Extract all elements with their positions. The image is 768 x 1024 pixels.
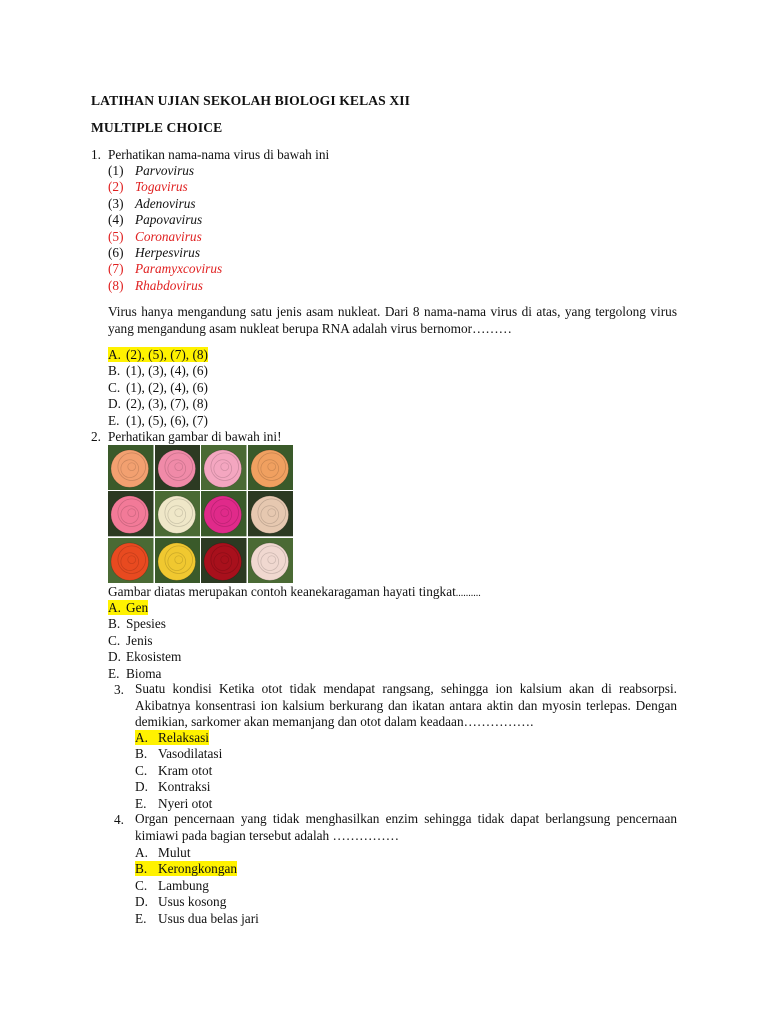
virus-name: Parvovirus — [135, 163, 195, 178]
option-letter: D. — [135, 894, 148, 910]
question-3-body: Suatu kondisi Ketika otot tidak mendapat rangsang, sehingga ion kalsium akan di reabsorpsi. Akibatnya konsentrasi ion kalsium berkurang dan ikatan antara aktin dan myosin terlepas. Dengan demikian, sarkomer akan memanjang dan otot dalam keadaan……………. — [135, 681, 677, 729]
option-letter: C. — [108, 379, 121, 395]
option-text: Kram otot — [158, 762, 213, 778]
q2-option-1 — [108, 600, 148, 616]
q4-option-2 — [135, 861, 237, 877]
option-a — [135, 845, 191, 860]
question-2-prompt — [91, 429, 282, 445]
virus-number: (1) — [108, 163, 124, 178]
q3-option-3 — [135, 763, 212, 779]
option-letter: A. — [135, 845, 148, 860]
option-letter: B. — [135, 861, 148, 877]
option-text: Ekosistem — [126, 649, 182, 665]
virus-number: (8) — [108, 277, 124, 293]
q2-option-2 — [108, 616, 166, 632]
option-text: Kontraksi — [158, 779, 211, 795]
option-c — [135, 878, 209, 893]
option-text: Jenis — [126, 632, 153, 648]
option-text: Lambung — [158, 877, 209, 893]
q1-option-4 — [108, 396, 208, 412]
option-e — [135, 911, 259, 926]
option-d — [135, 779, 210, 794]
option-text: Nyeri otot — [158, 795, 213, 811]
q3-option-1 — [135, 730, 209, 746]
option-letter: B. — [135, 746, 148, 762]
q3-option-5 — [135, 796, 212, 812]
option-letter: A. — [108, 347, 121, 362]
rose-photo-1 — [108, 445, 154, 490]
rose-photo-2 — [155, 445, 201, 490]
rose-photo-4 — [248, 445, 294, 490]
option-a-highlighted — [135, 730, 209, 745]
virus-name: Papovavirus — [135, 212, 203, 228]
q4-option-5 — [135, 911, 259, 927]
question-1-prompt-text: Perhatikan nama-nama virus di bawah ini — [108, 147, 330, 162]
virus-name: Togavirus — [135, 179, 188, 195]
question-4-body: Organ pencernaan yang tidak menghasilkan enzim sehingga tidak dapat berlangsung pencernaan kimiawi pada bagian tersebut adalah …………… — [135, 811, 677, 843]
q1-option-3 — [108, 380, 208, 396]
question-1-prompt — [91, 147, 329, 163]
virus-number: (3) — [108, 195, 124, 211]
virus-item-5 — [108, 229, 202, 245]
rose-photo-5 — [108, 491, 154, 536]
rose-photo-3 — [201, 445, 247, 490]
question-2-dots: .......... — [455, 588, 481, 599]
q1-option-2 — [108, 363, 208, 379]
q4-option-3 — [135, 878, 209, 894]
rose-photo-6 — [155, 491, 201, 536]
virus-number: (5) — [108, 228, 124, 244]
option-d — [108, 396, 208, 411]
option-e — [135, 796, 212, 811]
option-letter: D. — [135, 779, 148, 795]
option-c — [108, 380, 208, 395]
option-text: Bioma — [126, 665, 162, 681]
rose-photo-11 — [201, 538, 247, 583]
q1-option-1 — [108, 347, 208, 363]
rose-image-grid — [108, 445, 293, 583]
option-letter: D. — [108, 649, 121, 665]
virus-number: (4) — [108, 212, 124, 228]
option-letter: E. — [135, 795, 147, 811]
question-2-body-text: Gambar diatas merupakan contoh keanekaragaman hayati tingkat — [108, 584, 456, 599]
option-letter: D. — [108, 396, 121, 412]
option-c — [135, 763, 212, 778]
option-d — [135, 894, 226, 909]
option-b — [108, 363, 208, 378]
option-text: Mulut — [158, 845, 191, 860]
option-b-highlighted — [135, 861, 237, 876]
option-text: (1), (3), (4), (6) — [126, 363, 208, 379]
option-c — [108, 633, 153, 648]
virus-name: Rhabdovirus — [135, 277, 203, 293]
option-letter: A. — [108, 600, 121, 615]
question-1-body: Virus hanya mengandung satu jenis asam nukleat. Dari 8 nama-nama virus di atas, yang tergolong virus yang mengandung asam nukleat berupa RNA adalah virus bernomor……… — [108, 304, 677, 336]
document-title: LATIHAN UJIAN SEKOLAH BIOLOGI KELAS XII — [91, 93, 411, 108]
q4-option-1 — [135, 845, 191, 861]
q2-option-4 — [108, 649, 181, 665]
virus-name: Paramyxcovirus — [135, 261, 223, 277]
option-d — [108, 649, 181, 664]
question-2-body — [108, 584, 481, 602]
virus-item-7 — [108, 261, 222, 277]
option-letter: C. — [135, 762, 148, 778]
option-text: Usus dua belas jari — [158, 910, 259, 926]
option-text: Spesies — [126, 616, 166, 632]
option-letter: E. — [108, 412, 120, 428]
option-b — [135, 746, 222, 761]
virus-name: Adenovirus — [135, 195, 196, 211]
option-text: (2), (5), (7), (8) — [126, 347, 208, 362]
option-letter: B. — [108, 363, 121, 379]
question-2-prompt-text: Perhatikan gambar di bawah ini! — [108, 429, 282, 444]
question-3-number: 3. — [114, 682, 124, 697]
option-e — [108, 666, 161, 681]
question-4-number: 4. — [114, 812, 124, 827]
q1-option-5 — [108, 413, 208, 429]
rose-photo-8 — [248, 491, 294, 536]
question-2-number: 2. — [91, 429, 101, 444]
virus-number: (6) — [108, 245, 124, 260]
option-text: Usus kosong — [158, 894, 227, 910]
virus-number: (7) — [108, 261, 124, 277]
virus-item-2 — [108, 179, 188, 195]
option-text: Kerongkongan — [158, 861, 238, 877]
rose-photo-10 — [155, 538, 201, 583]
option-a-highlighted — [108, 600, 148, 615]
option-letter: C. — [108, 632, 121, 648]
option-b — [108, 616, 166, 631]
option-e — [108, 413, 208, 428]
option-text: (1), (5), (6), (7) — [126, 412, 208, 428]
virus-item-4 — [108, 212, 202, 228]
section-heading: MULTIPLE CHOICE — [91, 120, 223, 135]
virus-number: (2) — [108, 179, 124, 195]
q2-option-5 — [108, 666, 161, 682]
option-letter: E. — [135, 910, 147, 926]
option-text: Vasodilatasi — [158, 746, 223, 762]
q3-option-4 — [135, 779, 210, 795]
virus-item-3 — [108, 196, 196, 212]
rose-photo-9 — [108, 538, 154, 583]
option-letter: C. — [135, 877, 148, 893]
option-letter: E. — [108, 665, 120, 681]
q2-option-3 — [108, 633, 153, 649]
option-text: (1), (2), (4), (6) — [126, 379, 208, 395]
option-text: (2), (3), (7), (8) — [126, 396, 208, 412]
q3-option-2 — [135, 746, 222, 762]
option-a-highlighted — [108, 347, 208, 362]
option-text: Gen — [126, 600, 149, 615]
question-1-number: 1. — [91, 147, 101, 162]
rose-photo-12 — [248, 538, 294, 583]
virus-item-1 — [108, 163, 194, 179]
option-letter: A. — [135, 730, 148, 745]
option-text: Relaksasi — [158, 730, 209, 745]
virus-item-8 — [108, 278, 203, 294]
virus-name: Herpesvirus — [135, 245, 200, 260]
q4-option-4 — [135, 894, 226, 910]
virus-item-6 — [108, 245, 200, 261]
rose-photo-7 — [201, 491, 247, 536]
option-letter: B. — [108, 616, 121, 632]
virus-name: Coronavirus — [135, 228, 202, 244]
